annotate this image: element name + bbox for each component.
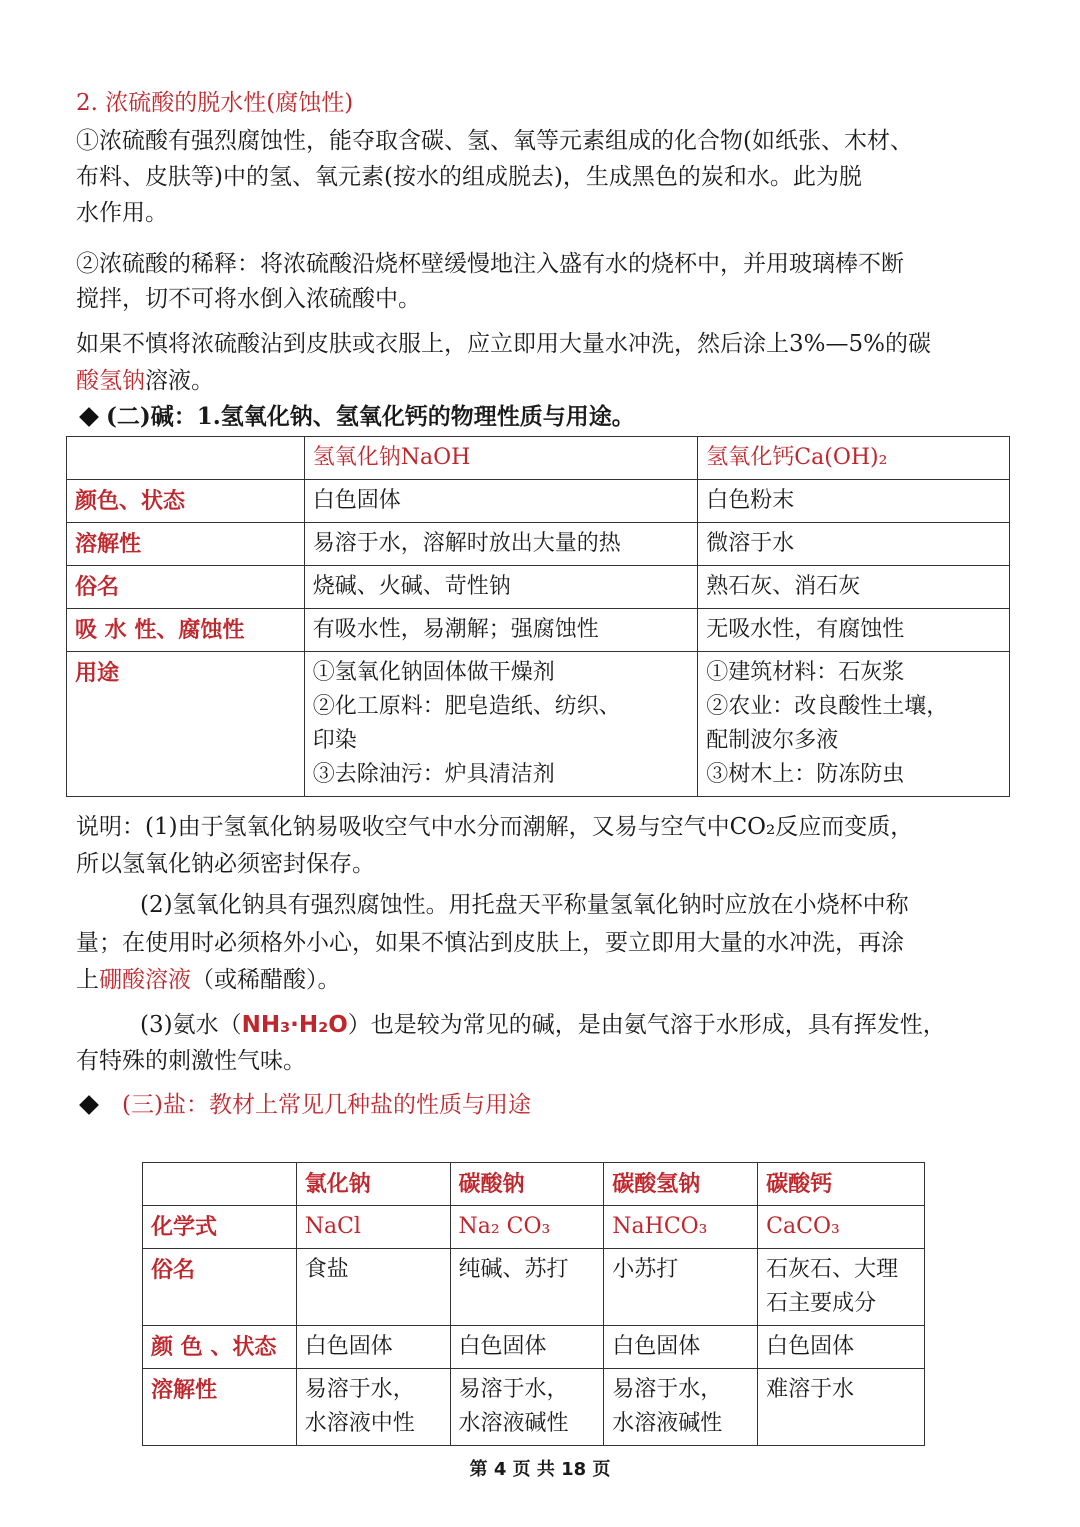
header-cell	[143, 1163, 297, 1206]
cell-line: 配制波尔多液	[706, 728, 839, 753]
note-line	[76, 961, 341, 999]
cell-line: ①建筑材料：石灰浆	[706, 660, 905, 685]
row-label: 溶解性	[67, 523, 305, 566]
table-cell	[296, 1369, 450, 1446]
table-cell: 食盐	[296, 1249, 450, 1326]
cell-line: 易溶于水，	[304, 1377, 415, 1402]
note-line: 有特殊的刺激性气味。	[76, 1048, 306, 1074]
table-cell: 白色固体	[604, 1326, 758, 1369]
header-cell: 氢氧化钙Ca(OH)₂	[698, 437, 1010, 480]
table-row	[143, 1369, 925, 1446]
table-cell: Na₂ CO₃	[450, 1206, 604, 1249]
table-cell: NaHCO₃	[604, 1206, 758, 1249]
paragraph-line: 布料、皮肤等)中的氢、氧元素(按水的组成脱去)，生成黑色的炭和水。此为脱	[76, 164, 862, 190]
header-cell: 氯化钠	[296, 1163, 450, 1206]
row-label: 化学式	[143, 1206, 297, 1249]
table-cell: 白色固体	[304, 480, 698, 523]
header-cell	[67, 437, 305, 480]
table-cell	[758, 1249, 925, 1326]
table-cell: 熟石灰、消石灰	[698, 566, 1010, 609]
salt-properties-table	[142, 1162, 925, 1446]
table-row	[67, 652, 1010, 797]
table-row	[67, 566, 1010, 609]
table-cell: 微溶于水	[698, 523, 1010, 566]
table-header-row	[143, 1163, 925, 1206]
highlight-term: 酸氢钠	[76, 368, 145, 394]
text-span: (3)氨水（	[140, 1012, 242, 1038]
cell-line: ①氢氧化钠固体做干燥剂	[312, 660, 555, 685]
paragraph-line	[76, 362, 214, 400]
table-row	[67, 480, 1010, 523]
table-cell: 有吸水性，易潮解；强腐蚀性	[304, 609, 698, 652]
table-row	[143, 1206, 925, 1249]
diamond-bullet-icon	[79, 1095, 99, 1115]
row-label: 吸 水 性、腐蚀性	[67, 609, 305, 652]
table-cell: NaCl	[296, 1206, 450, 1249]
cell-line: 石灰石、大理	[766, 1257, 899, 1282]
row-label: 俗名	[67, 566, 305, 609]
header-cell: 碳酸钙	[758, 1163, 925, 1206]
diamond-bullet-icon	[79, 407, 99, 427]
row-label: 用途	[67, 652, 305, 797]
table-header-row	[67, 437, 1010, 480]
paragraph-line: 搅拌，切不可将水倒入浓硫酸中。	[76, 286, 421, 312]
table-row	[67, 523, 1010, 566]
header-cell: 氢氧化钠NaOH	[304, 437, 698, 480]
cell-line: ③去除油污：炉具清洁剂	[312, 762, 555, 787]
header-cell: 碳酸氢钠	[604, 1163, 758, 1206]
section-heading-salts	[76, 1086, 531, 1124]
heading-text: (三)盐：教材上常见几种盐的性质与用途	[122, 1092, 531, 1118]
row-label: 溶解性	[143, 1369, 297, 1446]
section-title-dehydration: 2. 浓硫酸的脱水性(腐蚀性)	[76, 90, 354, 116]
table-cell: CaCO₃	[758, 1206, 925, 1249]
highlight-term: 硼酸溶液	[99, 967, 191, 993]
row-label: 颜色、状态	[67, 480, 305, 523]
header-cell: 碳酸钠	[450, 1163, 604, 1206]
cell-line: ②化工原料：肥皂造纸、纺织、	[312, 694, 621, 719]
cell-line: 水溶液碱性	[458, 1411, 569, 1436]
note-line: (2)氢氧化钠具有强烈腐蚀性。用托盘天平称量氢氧化钠时应放在小烧杯中称	[140, 892, 909, 918]
paragraph-line: ②浓硫酸的稀释：将浓硫酸沿烧杯壁缓慢地注入盛有水的烧杯中，并用玻璃棒不断	[76, 251, 904, 277]
table-row	[67, 609, 1010, 652]
row-label: 俗名	[143, 1249, 297, 1326]
table-cell	[304, 652, 698, 797]
cell-line: 易溶于水，	[612, 1377, 723, 1402]
row-label: 颜 色 、状态	[143, 1326, 297, 1369]
note-line: 量；在使用时必须格外小心，如果不慎沾到皮肤上，要立即用大量的水冲洗，再涂	[76, 930, 904, 956]
page-footer: 第 4 页 共 18 页	[469, 1459, 611, 1480]
cell-line: 石主要成分	[766, 1291, 877, 1316]
note-line: 说明：(1)由于氢氧化钠易吸收空气中水分而潮解，又易与空气中CO₂反应而变质，	[76, 814, 914, 840]
cell-line: ②农业：改良酸性土壤，	[706, 694, 949, 719]
table-cell: 无吸水性，有腐蚀性	[698, 609, 1010, 652]
cell-line: 水溶液碱性	[612, 1411, 723, 1436]
note-line: 所以氢氧化钠必须密封保存。	[76, 851, 375, 877]
paragraph-line: 如果不慎将浓硫酸沾到皮肤或衣服上，应立即用大量水冲洗，然后涂上3%—5%的碳	[76, 331, 931, 357]
text-span: ）也是较为常见的碱，是由氨气溶于水形成，具有挥发性，	[347, 1012, 946, 1038]
heading-text: (二)碱：1.氢氧化钠、氢氧化钙的物理性质与用途。	[106, 403, 635, 430]
table-cell: 白色固体	[450, 1326, 604, 1369]
cell-line: 印染	[312, 728, 357, 753]
table-row	[143, 1249, 925, 1326]
table-cell: 易溶于水，溶解时放出大量的热	[304, 523, 698, 566]
table-cell: 白色固体	[296, 1326, 450, 1369]
text-span: （或稀醋酸）。	[191, 967, 341, 993]
table-row	[143, 1326, 925, 1369]
table-cell: 白色粉末	[698, 480, 1010, 523]
section-heading-bases	[70, 398, 635, 436]
paragraph-line: ①浓硫酸有强烈腐蚀性，能夺取含碳、氢、氧等元素组成的化合物(如纸张、木材、	[76, 128, 913, 154]
cell-line: ③树木上：防冻防虫	[706, 762, 905, 787]
table-cell: 烧碱、火碱、苛性钠	[304, 566, 698, 609]
base-properties-table	[66, 436, 1010, 797]
table-cell: 小苏打	[604, 1249, 758, 1326]
chemical-formula: NH₃·H₂O	[241, 1012, 348, 1038]
table-cell: 纯碱、苏打	[450, 1249, 604, 1326]
table-cell	[698, 652, 1010, 797]
table-cell	[604, 1369, 758, 1446]
paragraph-line: 水作用。	[76, 200, 168, 226]
text-span: 溶液。	[145, 368, 214, 394]
cell-line: 易溶于水，	[458, 1377, 569, 1402]
text-span: 上	[76, 967, 99, 993]
cell-line: 水溶液中性	[304, 1411, 415, 1436]
table-cell: 难溶于水	[758, 1369, 925, 1446]
table-cell: 白色固体	[758, 1326, 925, 1369]
note-line	[140, 1006, 946, 1044]
table-cell	[450, 1369, 604, 1446]
